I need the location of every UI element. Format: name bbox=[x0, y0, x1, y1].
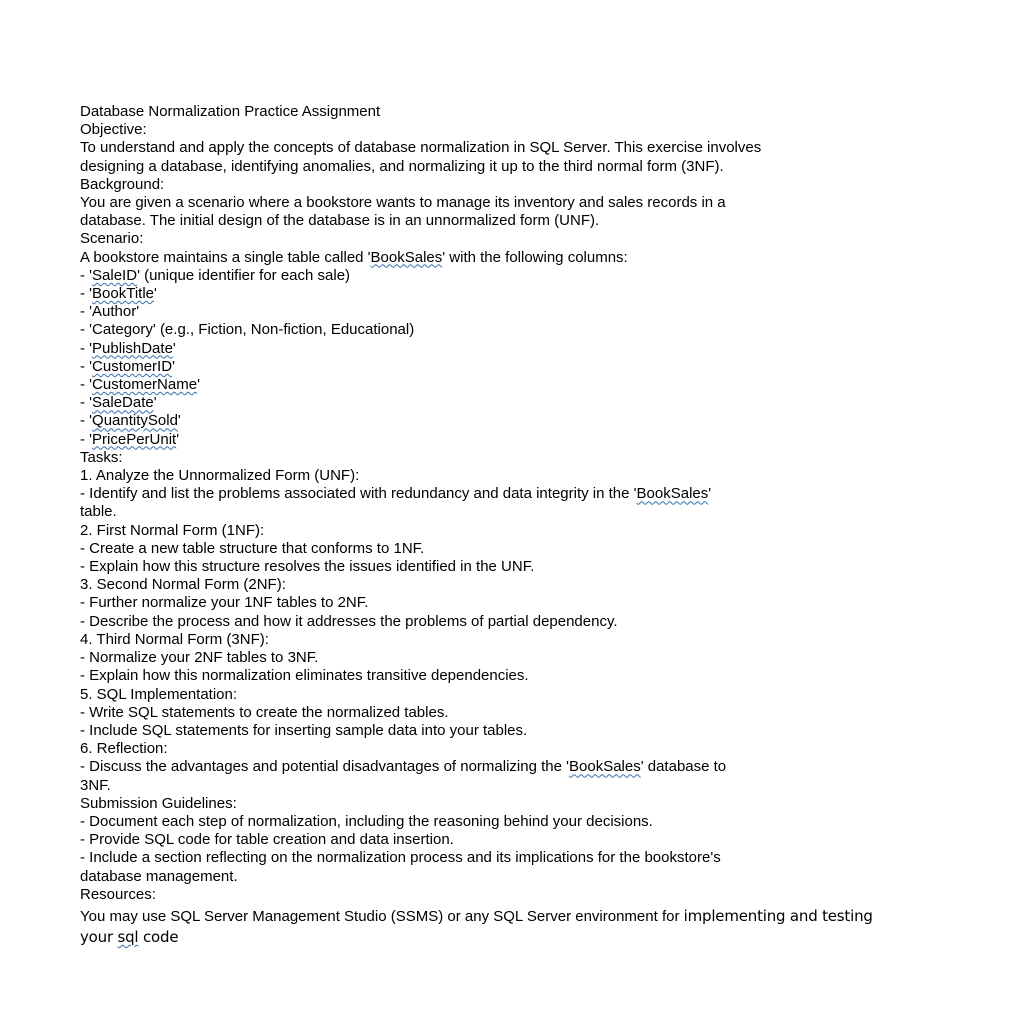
scenario-intro-suffix: ' with the following columns: bbox=[442, 248, 628, 266]
task1-item1-continued: table. bbox=[80, 503, 117, 521]
column-name: Category bbox=[92, 321, 153, 339]
column-name: SaleDate bbox=[92, 394, 154, 412]
background-text: You are given a scenario where a bookstore wants to manage its inventory and sales records in a database. The initial design of the database is in an unnormalized form (UNF). bbox=[80, 194, 726, 230]
sql-word: sql bbox=[117, 927, 139, 946]
task6-item1-continued: 3NF. bbox=[80, 776, 111, 794]
task1-item1-quote: ' bbox=[708, 485, 712, 503]
task4-item2: - Explain how this normalization eliminates transitive dependencies. bbox=[80, 667, 529, 685]
item-suffix: ' bbox=[177, 412, 181, 430]
item-prefix: - ' bbox=[80, 321, 93, 339]
task2-item1: - Create a new table structure that conforms to 1NF. bbox=[80, 539, 425, 557]
task1-heading: 1. Analyze the Unnormalized Form (UNF): bbox=[80, 467, 360, 485]
task2-item2: - Explain how this structure resolves the issues identified in the UNF. bbox=[80, 558, 535, 576]
item-prefix: - ' bbox=[80, 376, 93, 394]
resources-text-alt: implementing and testing bbox=[683, 906, 873, 925]
item-prefix: - ' bbox=[80, 266, 93, 284]
column-name: SaleID bbox=[92, 266, 138, 284]
resources-heading: Resources: bbox=[80, 885, 156, 903]
task4-item1: - Normalize your 2NF tables to 3NF. bbox=[80, 649, 319, 667]
task5-heading: 5. SQL Implementation: bbox=[80, 685, 238, 703]
column-name: PublishDate bbox=[92, 339, 173, 357]
submission-item2: - Provide SQL code for table creation and data insertion. bbox=[80, 831, 454, 849]
task3-heading: 3. Second Normal Form (2NF): bbox=[80, 576, 286, 594]
list-item bbox=[80, 394, 920, 412]
scenario-intro bbox=[80, 249, 920, 267]
item-prefix: - ' bbox=[80, 394, 93, 412]
item-suffix: ' (e.g., Fiction, Non-fiction, Educational) bbox=[152, 321, 415, 339]
booksales-table-name: BookSales bbox=[569, 758, 641, 776]
booksales-table-name: BookSales bbox=[636, 485, 709, 503]
item-prefix: - ' bbox=[80, 303, 93, 321]
task4-heading: 4. Third Normal Form (3NF): bbox=[80, 630, 269, 648]
task6-heading: 6. Reflection: bbox=[80, 740, 168, 758]
task5-item2: - Include SQL statements for inserting sample data into your tables. bbox=[80, 721, 528, 739]
column-name: CustomerName bbox=[92, 376, 198, 394]
list-item bbox=[80, 321, 920, 339]
item-suffix: ' bbox=[197, 376, 200, 394]
objective-text: To understand and apply the concepts of database normalization in SQL Server. This exercise involves designing a database, identifying anomalies, and normalizing it up to the third normal form (3NF). bbox=[80, 139, 762, 175]
submission-heading: Submission Guidelines: bbox=[80, 794, 237, 812]
list-item bbox=[80, 267, 920, 285]
resources-text-your: your bbox=[80, 927, 118, 946]
item-suffix: ' (unique identifier for each sale) bbox=[137, 266, 351, 284]
column-name: CustomerID bbox=[92, 357, 173, 375]
scenario-heading: Scenario: bbox=[80, 230, 144, 248]
task5-item1: - Write SQL statements to create the normalized tables. bbox=[80, 703, 449, 721]
item-suffix: ' bbox=[176, 430, 180, 448]
item-suffix: ' bbox=[172, 339, 176, 357]
background-heading: Background: bbox=[80, 175, 165, 193]
task3-item2: - Describe the process and how it addresses the problems of partial dependency. bbox=[80, 612, 618, 630]
task6-item1-suffix: ' database to bbox=[640, 758, 727, 776]
list-item bbox=[80, 340, 920, 358]
item-prefix: - ' bbox=[80, 285, 93, 303]
task6-item1-text: - Discuss the advantages and potential disadvantages of normalizing the ' bbox=[80, 758, 569, 776]
list-item bbox=[80, 412, 920, 430]
item-prefix: - ' bbox=[80, 430, 93, 448]
tasks-heading: Tasks: bbox=[80, 448, 123, 466]
task2-heading: 2. First Normal Form (1NF): bbox=[80, 521, 265, 539]
task3-item1: - Further normalize your 1NF tables to 2NF. bbox=[80, 594, 369, 612]
column-name: BookTitle bbox=[92, 285, 155, 303]
list-item bbox=[80, 431, 920, 449]
resources-text-code: code bbox=[138, 927, 179, 946]
column-name: Author bbox=[92, 303, 137, 321]
submission-item3: - Include a section reflecting on the normalization process and its implications for the bookstore's bbox=[80, 849, 721, 867]
document-title: Database Normalization Practice Assignment bbox=[80, 103, 381, 120]
list-item bbox=[80, 376, 920, 394]
item-suffix: ' bbox=[172, 357, 175, 375]
resources-text-main: You may use SQL Server Management Studio (SSMS) or any SQL Server environment for bbox=[80, 907, 684, 925]
submission-item3-continued: database management. bbox=[80, 867, 238, 885]
assignment-document bbox=[80, 103, 920, 948]
list-item bbox=[80, 303, 920, 321]
list-item bbox=[80, 358, 920, 376]
task6-item1 bbox=[80, 758, 920, 776]
booksales-table-name: BookSales bbox=[370, 248, 443, 266]
submission-item1: - Document each step of normalization, including the reasoning behind your decisions. bbox=[80, 812, 653, 830]
objective-heading: Objective: bbox=[80, 121, 147, 139]
column-list bbox=[80, 267, 920, 449]
resources-text bbox=[80, 906, 910, 948]
item-prefix: - ' bbox=[80, 412, 93, 430]
item-prefix: - ' bbox=[80, 339, 93, 357]
task1-item1 bbox=[80, 485, 920, 503]
task1-item1-text: - Identify and list the problems associated with redundancy and data integrity in the ' bbox=[80, 485, 637, 503]
item-suffix: ' bbox=[136, 303, 140, 321]
scenario-intro-prefix: A bookstore maintains a single table called ' bbox=[80, 248, 371, 266]
column-name: PricePerUnit bbox=[92, 430, 177, 448]
item-suffix: ' bbox=[153, 394, 157, 412]
item-prefix: - ' bbox=[80, 357, 93, 375]
item-suffix: ' bbox=[154, 285, 157, 303]
column-name: QuantitySold bbox=[92, 412, 178, 430]
list-item bbox=[80, 285, 920, 303]
